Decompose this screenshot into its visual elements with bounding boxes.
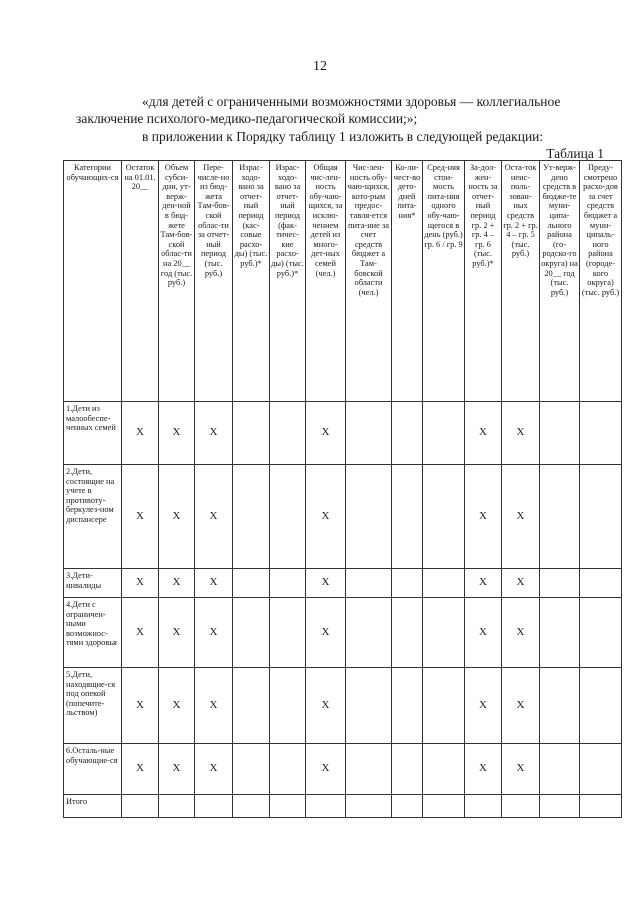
table-cell [540,569,580,598]
table-cell: X [502,402,540,465]
table-cell [233,402,270,465]
table-cell: X [502,598,540,668]
table-cell [392,744,423,795]
table-cell [580,465,622,569]
table-cell: X [465,744,502,795]
row-category: 1.Дети из малообеспе-ченных семей [64,402,122,465]
table-cell: X [306,598,346,668]
table-cell: X [159,569,195,598]
table-cell: X [465,465,502,569]
table-cell: X [122,465,159,569]
table-cell [159,795,195,818]
table-cell [270,795,306,818]
row-category: Итого [64,795,122,818]
intro-line-2: заключение психолого-медико-педагогической комиссии;»; [76,111,418,126]
table-cell [540,465,580,569]
header-subsidy-approved: Объем субси-дии, ут-верж-ден-ной в бюд-жете Там-бов-ской облас-ти на 20__ год (тыс. руб.) [159,161,195,402]
header-students-fed: Чис-лен-ность обу-чаю-щихся, кото-рым предос-тавля-ется пита-ние за счет средств бюджет а Там-бовской области (чел.) [346,161,392,402]
table-row [64,569,622,598]
table-cell: X [195,598,233,668]
table-cell [346,402,392,465]
table-cell [270,465,306,569]
table-cell [122,795,159,818]
table-row [64,668,622,744]
table-cell [423,744,465,795]
page-number: 12 [313,59,327,74]
table-cell [423,795,465,818]
table-cell [392,668,423,744]
table-header-row [64,161,622,402]
table-cell [233,668,270,744]
table-caption: Таблица 1 [546,146,604,161]
table-cell [346,668,392,744]
table-cell [540,402,580,465]
table-cell [233,795,270,818]
table-cell: X [502,668,540,744]
table-cell: X [306,668,346,744]
table-cell [346,569,392,598]
table-cell: X [195,569,233,598]
table-cell [346,598,392,668]
table-cell: X [122,569,159,598]
table-cell: X [306,465,346,569]
header-child-days: Ко-ли-чест-во дето-дней пита-ния* [392,161,423,402]
header-avg-cost: Сред-няя стои-мость пита-ния одного обу-чаю-щегося в день (руб.) гр. 6 / гр. 9 [423,161,465,402]
table-cell [423,402,465,465]
table-cell: X [159,668,195,744]
table-cell: X [465,668,502,744]
table-cell [392,569,423,598]
intro-line-3: в приложении к Порядку таблицу 1 изложить в следующей редакции: [142,129,544,144]
table-cell [465,795,502,818]
table-cell [346,795,392,818]
row-category: 4.Дети с ограничен-ными возможнос-тями здоровья [64,598,122,668]
header-debt: За-дол-жен-ность за отчет-ный период гр. 2 + гр. 4 – гр. 6 (тыс. руб.)* [465,161,502,402]
table-cell [392,465,423,569]
table-cell: X [159,402,195,465]
table-cell [346,465,392,569]
table-cell [580,598,622,668]
table-row [64,744,622,795]
data-table [63,160,622,818]
table-row [64,598,622,668]
table-cell [270,569,306,598]
row-category: 6.Осталь-ные обучающие-ся [64,744,122,795]
table-cell [392,795,423,818]
table-cell: X [306,569,346,598]
table-cell: X [122,402,159,465]
table-cell [270,402,306,465]
table-cell [233,465,270,569]
table-row-total [64,795,622,818]
table-cell [233,598,270,668]
table-cell: X [122,668,159,744]
table-cell: X [159,598,195,668]
table-cell: X [502,465,540,569]
table-cell: X [465,402,502,465]
header-spent-cash: Израс-ходо-вано за отчет-ный период (кас-совые расхо-ды) (тыс. руб.)* [233,161,270,402]
table-cell [540,744,580,795]
table-cell [540,598,580,668]
table-cell [306,795,346,818]
table-cell [346,744,392,795]
header-transferred: Пере-числе-но из бюд-жета Там-бов-ской облас-ти за отчет-ный период (тыс. руб.) [195,161,233,402]
table-cell [423,569,465,598]
table-cell [423,465,465,569]
row-category: 2.Дети, состоящие на учете в противоту-беркулез-ном диспансере [64,465,122,569]
table-cell: X [195,668,233,744]
header-balance-start: Остаток на 01.01. 20__ [122,161,159,402]
table-cell: X [159,465,195,569]
table-cell [580,795,622,818]
table-cell [270,598,306,668]
header-categories: Категории обучающих-ся [64,161,122,402]
table-cell [540,668,580,744]
table-cell [270,744,306,795]
table-cell: X [159,744,195,795]
table-cell [502,795,540,818]
table-cell: X [306,744,346,795]
row-category: 5.Дети, находящие-ся под опекой (попечите-льством) [64,668,122,744]
table-cell [392,402,423,465]
header-spent-actual: Израс-ходо-вано за отчет-ный период (фак-тичес-кие расхо-ды) (тыс. руб.)* [270,161,306,402]
table-cell [270,668,306,744]
table-cell [195,795,233,818]
header-municipal-planned: Преду-смотрено расхо-дов за счет средств бюджет а муни-ципаль-ного района (городе-кого округа) (тыс. руб.) [580,161,622,402]
header-unused-balance: Оста-ток неис-поль-зован-ных средств гр. 2 + гр. 4 – гр. 5 (тыс. руб.) [502,161,540,402]
table-cell: X [122,598,159,668]
table-cell: X [502,569,540,598]
table-cell: X [195,465,233,569]
table-cell [580,668,622,744]
table-cell: X [122,744,159,795]
table-cell [423,598,465,668]
table-cell: X [195,402,233,465]
intro-line-1: «для детей с ограниченными возможностями здоровья — коллегиальное [142,94,561,109]
table-cell [233,569,270,598]
table-row [64,465,622,569]
table-cell: X [502,744,540,795]
table-row [64,402,622,465]
table-cell [233,744,270,795]
row-category: 3.Дети-инвалиды [64,569,122,598]
header-total-students: Общая чис-лен-ность обу-чаю-щихся, за исклю-чением детей из много-дет-ных семей (чел.) [306,161,346,402]
table-cell [423,668,465,744]
table-cell [580,744,622,795]
table-cell: X [465,569,502,598]
table-cell [540,795,580,818]
table-cell: X [195,744,233,795]
table-cell: X [306,402,346,465]
table-cell: X [465,598,502,668]
table-cell [580,402,622,465]
header-municipal-approved: Ут-верж-дено средств в бюдже-те муни-ципа-льного района (го-родско-го округа) на 20__ год (тыс. руб.) [540,161,580,402]
table-cell [580,569,622,598]
table-cell [392,598,423,668]
